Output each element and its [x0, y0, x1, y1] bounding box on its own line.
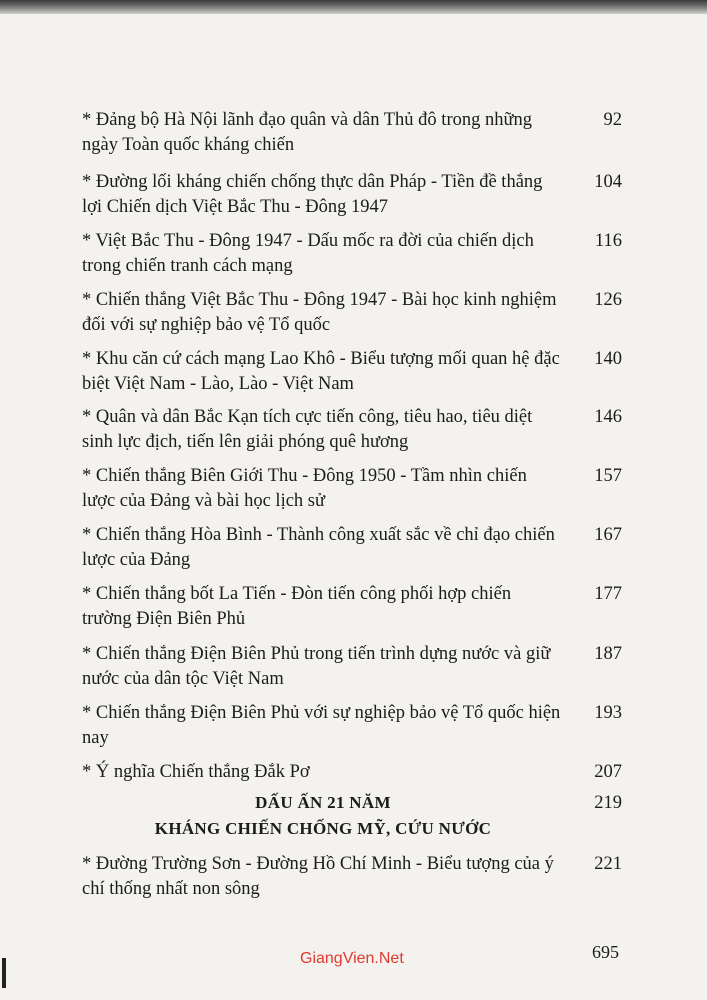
toc-entry-page: 104 [594, 172, 622, 192]
toc-entry-title: * Chiến thắng Việt Bắc Thu - Đông 1947 - Bài học kinh nghiệm đối với sự nghiệp bảo vệ Tổ quốc [82, 290, 557, 335]
toc-entry-title: * Đường lối kháng chiến chống thực dân Pháp - Tiền đề thắng lợi Chiến dịch Việt Bắc Thu - Đông 1947 [82, 172, 543, 217]
toc-entry-title: * Chiến thắng bốt La Tiến - Đòn tiến công phối hợp chiến trường Điện Biên Phủ [82, 584, 512, 629]
toc-entry-page: 140 [594, 349, 622, 369]
toc-entry-title: * Chiến thắng Biên Giới Thu - Đông 1950 - Tầm nhìn chiến lược của Đảng và bài học lịch sử [82, 466, 527, 511]
toc-entry-page: 92 [603, 110, 622, 130]
section-heading-line-1: DẤU ẤN 21 NĂM [255, 793, 391, 812]
toc-entry-title: * Khu căn cứ cách mạng Lao Khô - Biểu tượng mối quan hệ đặc biệt Việt Nam - Lào, Lào - Việt Nam [82, 349, 560, 394]
toc-entry-page: 187 [594, 644, 622, 664]
section-heading[interactable] [82, 793, 622, 843]
toc-entry-page: 221 [594, 854, 622, 874]
toc-entry-title: * Quân và dân Bắc Kạn tích cực tiến công, tiêu hao, tiêu diệt sinh lực địch, tiến lên giải phóng quê hương [82, 407, 533, 452]
toc-entry-page: 157 [594, 466, 622, 486]
toc-entry-title: * Đảng bộ Hà Nội lãnh đạo quân và dân Thủ đô trong những ngày Toàn quốc kháng chiến [82, 110, 533, 155]
toc-entry-page: 126 [594, 290, 622, 310]
page-number: 695 [592, 942, 619, 962]
toc-entry-page: 167 [594, 525, 622, 545]
toc-entry-page: 177 [594, 584, 622, 604]
toc-entry-title: * Đường Trường Sơn - Đường Hồ Chí Minh - Biểu tượng của ý chí thống nhất non sông [82, 854, 554, 899]
toc-entry-title: * Việt Bắc Thu - Đông 1947 - Dấu mốc ra đời của chiến dịch trong chiến tranh cách mạng [82, 231, 534, 276]
toc-entry-title: * Ý nghĩa Chiến thắng Đắk Pơ [82, 762, 310, 782]
section-page: 219 [594, 793, 622, 813]
toc-entry-page: 146 [594, 407, 622, 427]
toc-entry-page: 116 [594, 231, 622, 251]
toc-entry-page: 193 [594, 703, 622, 723]
toc-entry-title: * Chiến thắng Hòa Bình - Thành công xuất sắc về chỉ đạo chiến lược của Đảng [82, 525, 555, 570]
toc-entry-title: * Chiến thắng Điện Biên Phủ trong tiến trình dựng nước và giữ nước của dân tộc Việt Nam [82, 644, 551, 689]
section-heading-line-2: KHÁNG CHIẾN CHỐNG MỸ, CỨU NƯỚC [154, 819, 492, 838]
toc-entry-title: * Chiến thắng Điện Biên Phủ với sự nghiệp bảo vệ Tổ quốc hiện nay [82, 703, 561, 748]
toc-entry-page: 207 [594, 762, 622, 782]
watermark: GiangVien.Net [300, 950, 404, 967]
